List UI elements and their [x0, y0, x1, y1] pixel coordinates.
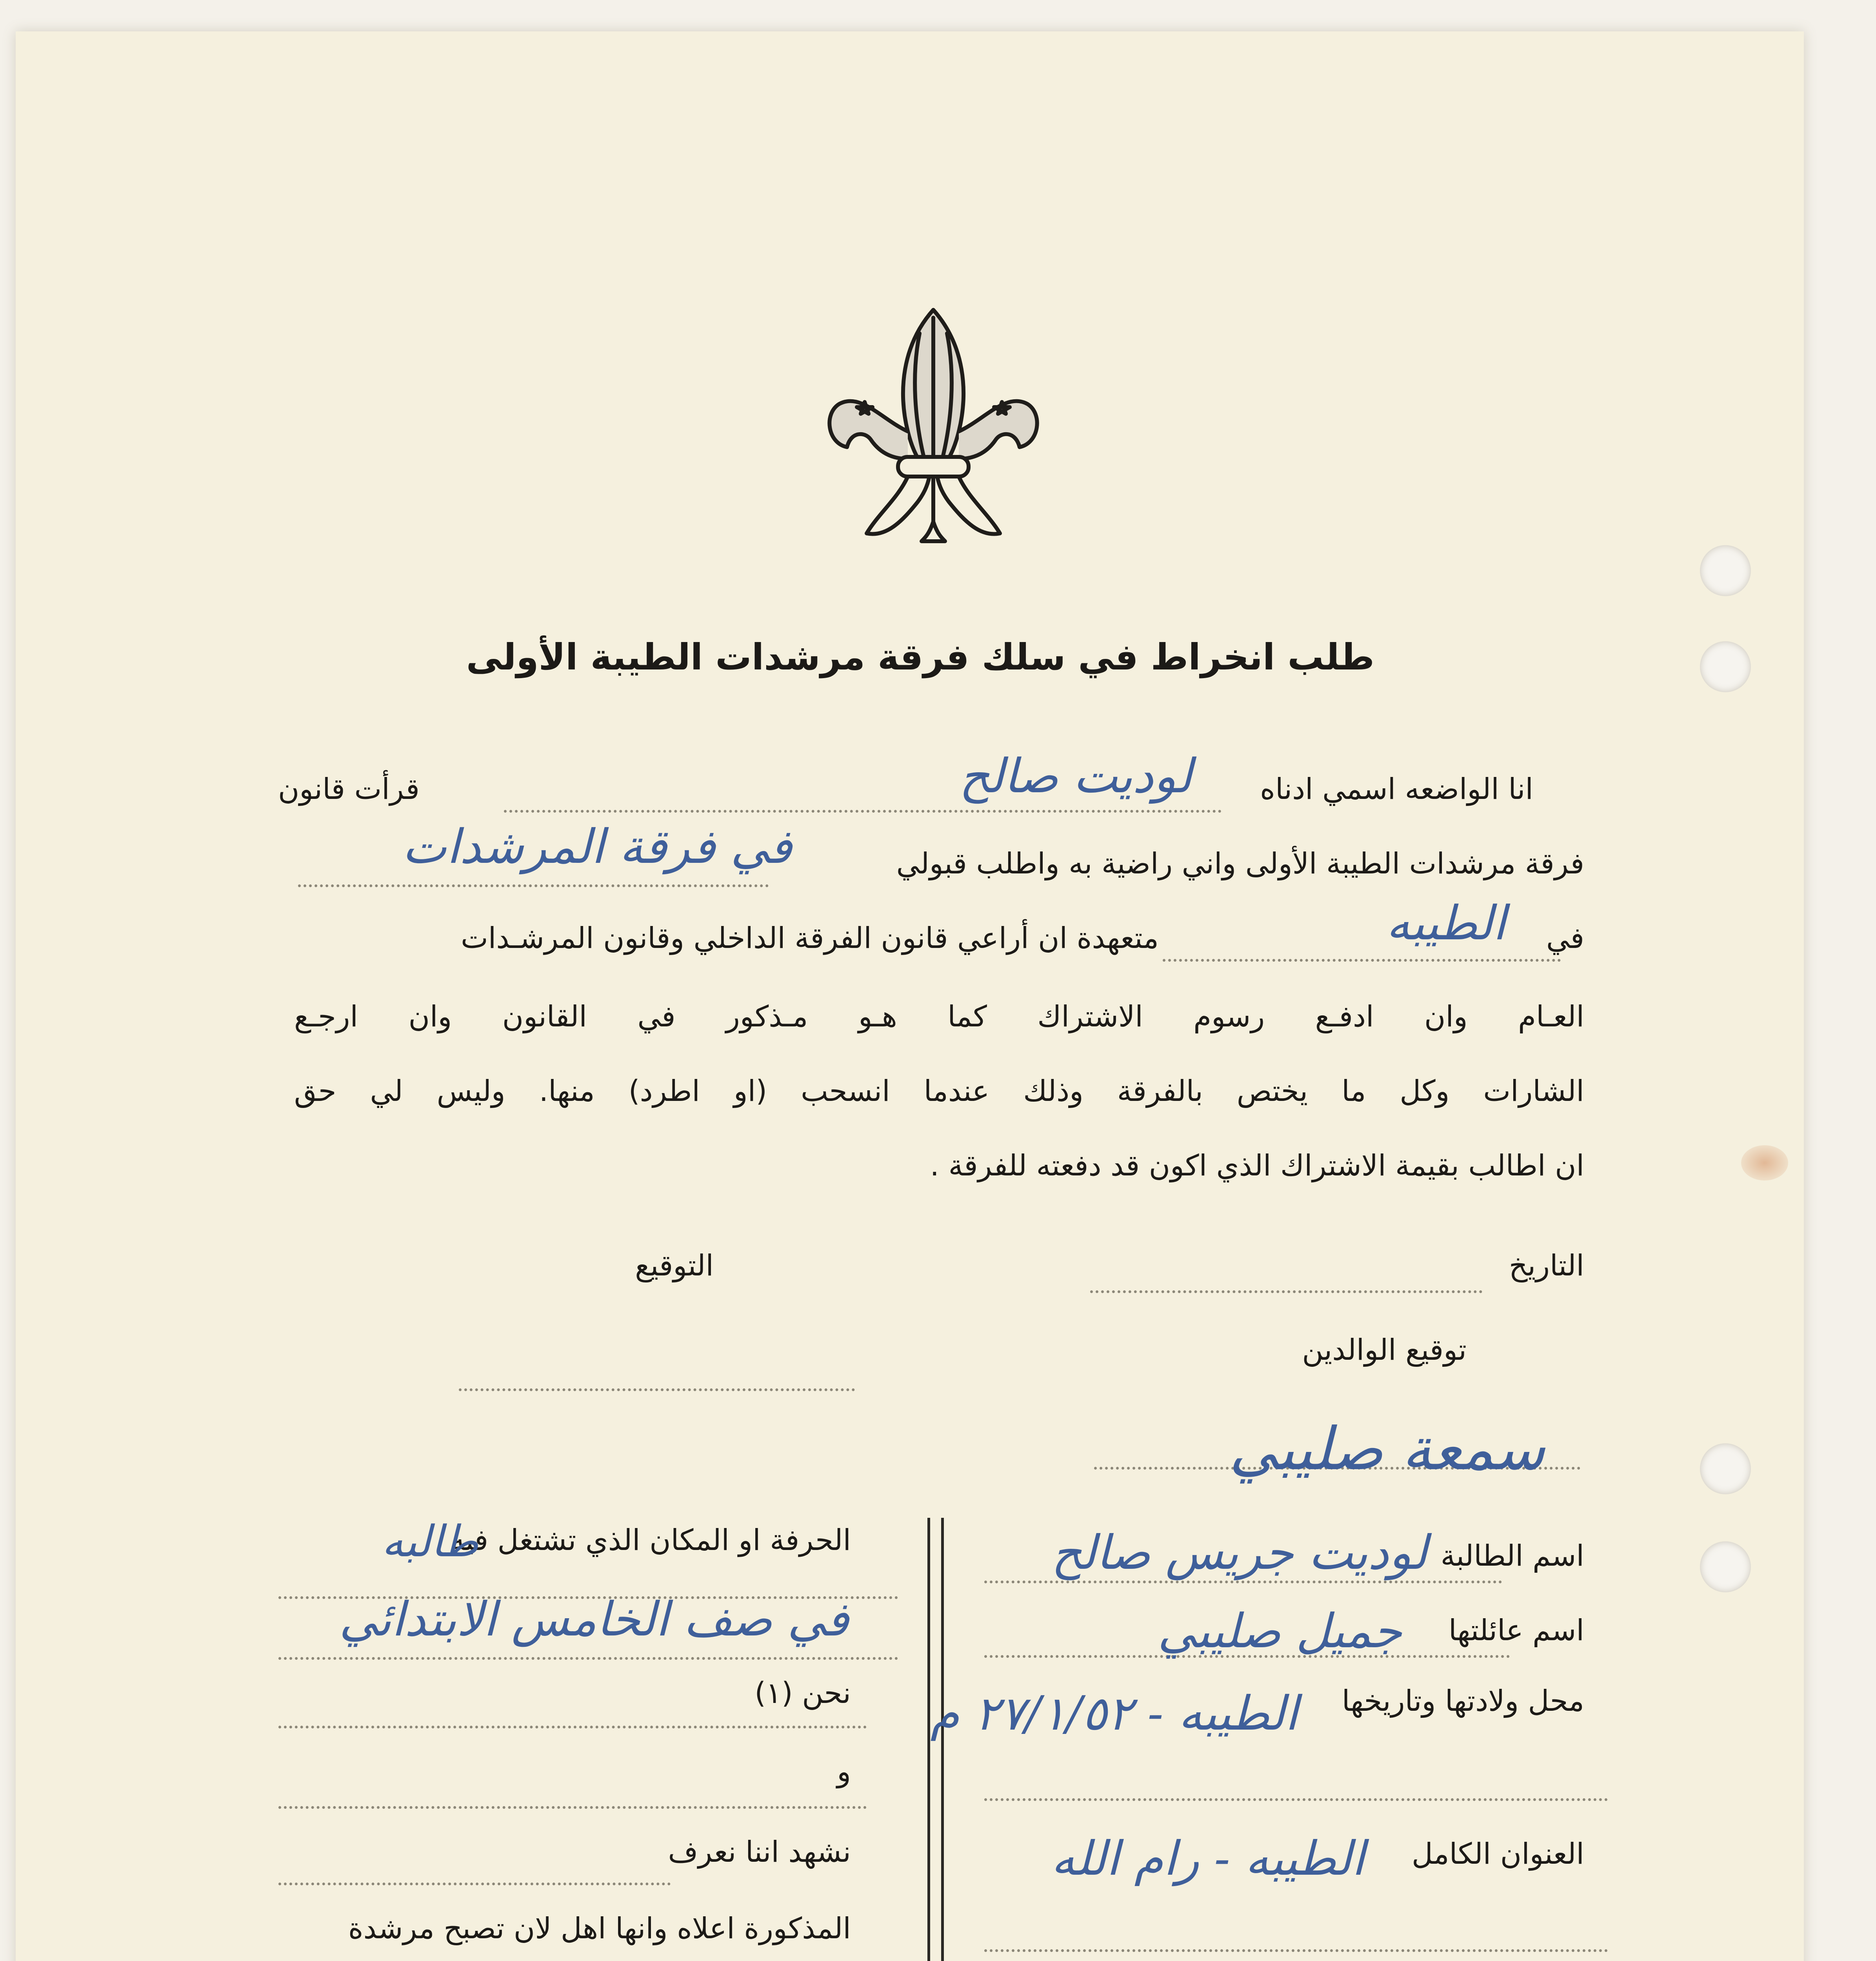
- applicant-name-handwriting: لوديت صالح: [959, 749, 1192, 804]
- signature-field-line: [459, 1388, 855, 1391]
- badges-text: الشارات وكل ما يختص بالفرقة وذلك عندما انسحب (او اطرد) منها. وليس لي حق: [294, 1074, 1584, 1108]
- occupation-handwriting: طالبه: [382, 1516, 478, 1566]
- date-label: التاريخ: [1509, 1249, 1584, 1282]
- family-name-handwriting: جميل صليبي: [1158, 1604, 1402, 1659]
- applicant-intro-text: انا الواضعه اسمي ادناه: [1260, 772, 1533, 806]
- troop-acceptance-text: فرقة مرشدات الطيبة الأولى واني راضية به واطلب قبولي: [896, 847, 1584, 880]
- family-name-label: اسم عائلتها: [1448, 1614, 1584, 1647]
- mentioned-label: المذكورة اعلاه وانها اهل لان تصبح مرشدة: [348, 1912, 851, 1945]
- fleur-de-lis-icon: [823, 302, 1043, 545]
- troop-field-line: [298, 884, 769, 887]
- town-handwriting: الطيبه: [1386, 896, 1506, 951]
- parent-signature-handwriting: سمعة صليبي: [1229, 1415, 1545, 1483]
- student-name-field-line: [984, 1581, 1502, 1583]
- binder-hole: [1700, 1443, 1751, 1494]
- fees-text: العـام وان ادفـع رسوم الاشتراك كما هـو مـذكور في القانون وان ارجـع: [294, 1000, 1584, 1033]
- birth-label: محل ولادتها وتاريخها: [1342, 1684, 1584, 1718]
- witness-one-field-line: [278, 1726, 867, 1728]
- town-field-line: [1163, 959, 1561, 962]
- paper-stain: [1741, 1145, 1788, 1181]
- form-sheet: [16, 31, 1804, 1961]
- binder-hole: [1700, 545, 1751, 596]
- and-label: و: [837, 1755, 851, 1788]
- occupation-handwriting-line2: في صف الخامس الابتدائي: [339, 1592, 849, 1647]
- address-handwriting: الطيبه - رام الله: [1051, 1832, 1365, 1886]
- birth-field-line: [984, 1798, 1608, 1801]
- address-field-line: [984, 1949, 1608, 1952]
- student-name-label: اسم الطالبة: [1440, 1539, 1584, 1573]
- we-label: نحن (١): [754, 1676, 851, 1710]
- troop-handwriting: في فرقة المرشدات: [402, 820, 792, 874]
- witness-name-field-line: [278, 1883, 671, 1885]
- binder-hole: [1700, 641, 1751, 692]
- commitment-text: متعهدة ان أراعي قانون الفرقة الداخلي وقانون المرشـدات: [461, 921, 1159, 955]
- in-label: في: [1546, 921, 1584, 955]
- read-law-text: قرأت قانون: [278, 772, 420, 806]
- signature-label: التوقيع: [635, 1249, 714, 1282]
- occupation-field-line-2: [278, 1657, 898, 1660]
- name-field-line: [504, 810, 1222, 813]
- date-field-line: [1090, 1290, 1482, 1293]
- occupation-label: الحرفة او المكان الذي تشتغل فيه: [450, 1523, 851, 1557]
- student-name-handwriting: لوديت جريس صالح: [1051, 1526, 1427, 1580]
- refund-text: ان اطالب بقيمة الاشتراك الذي اكون قد دفعته للفرقة .: [930, 1149, 1584, 1182]
- column-divider: [927, 1518, 930, 1961]
- form-title: طلب انخراط في سلك فرقة مرشدات الطيبة الأولى: [466, 636, 1374, 678]
- witness-two-field-line: [278, 1806, 867, 1809]
- parents-signature-label: توقيع الوالدين: [1302, 1333, 1467, 1367]
- address-label: العنوان الكامل: [1412, 1837, 1584, 1871]
- binder-hole: [1700, 1541, 1751, 1592]
- witness-label: نشهد اننا نعرف: [668, 1835, 851, 1869]
- birth-handwriting: الطيبه - ٢٧/١/٥٢ م: [930, 1686, 1298, 1741]
